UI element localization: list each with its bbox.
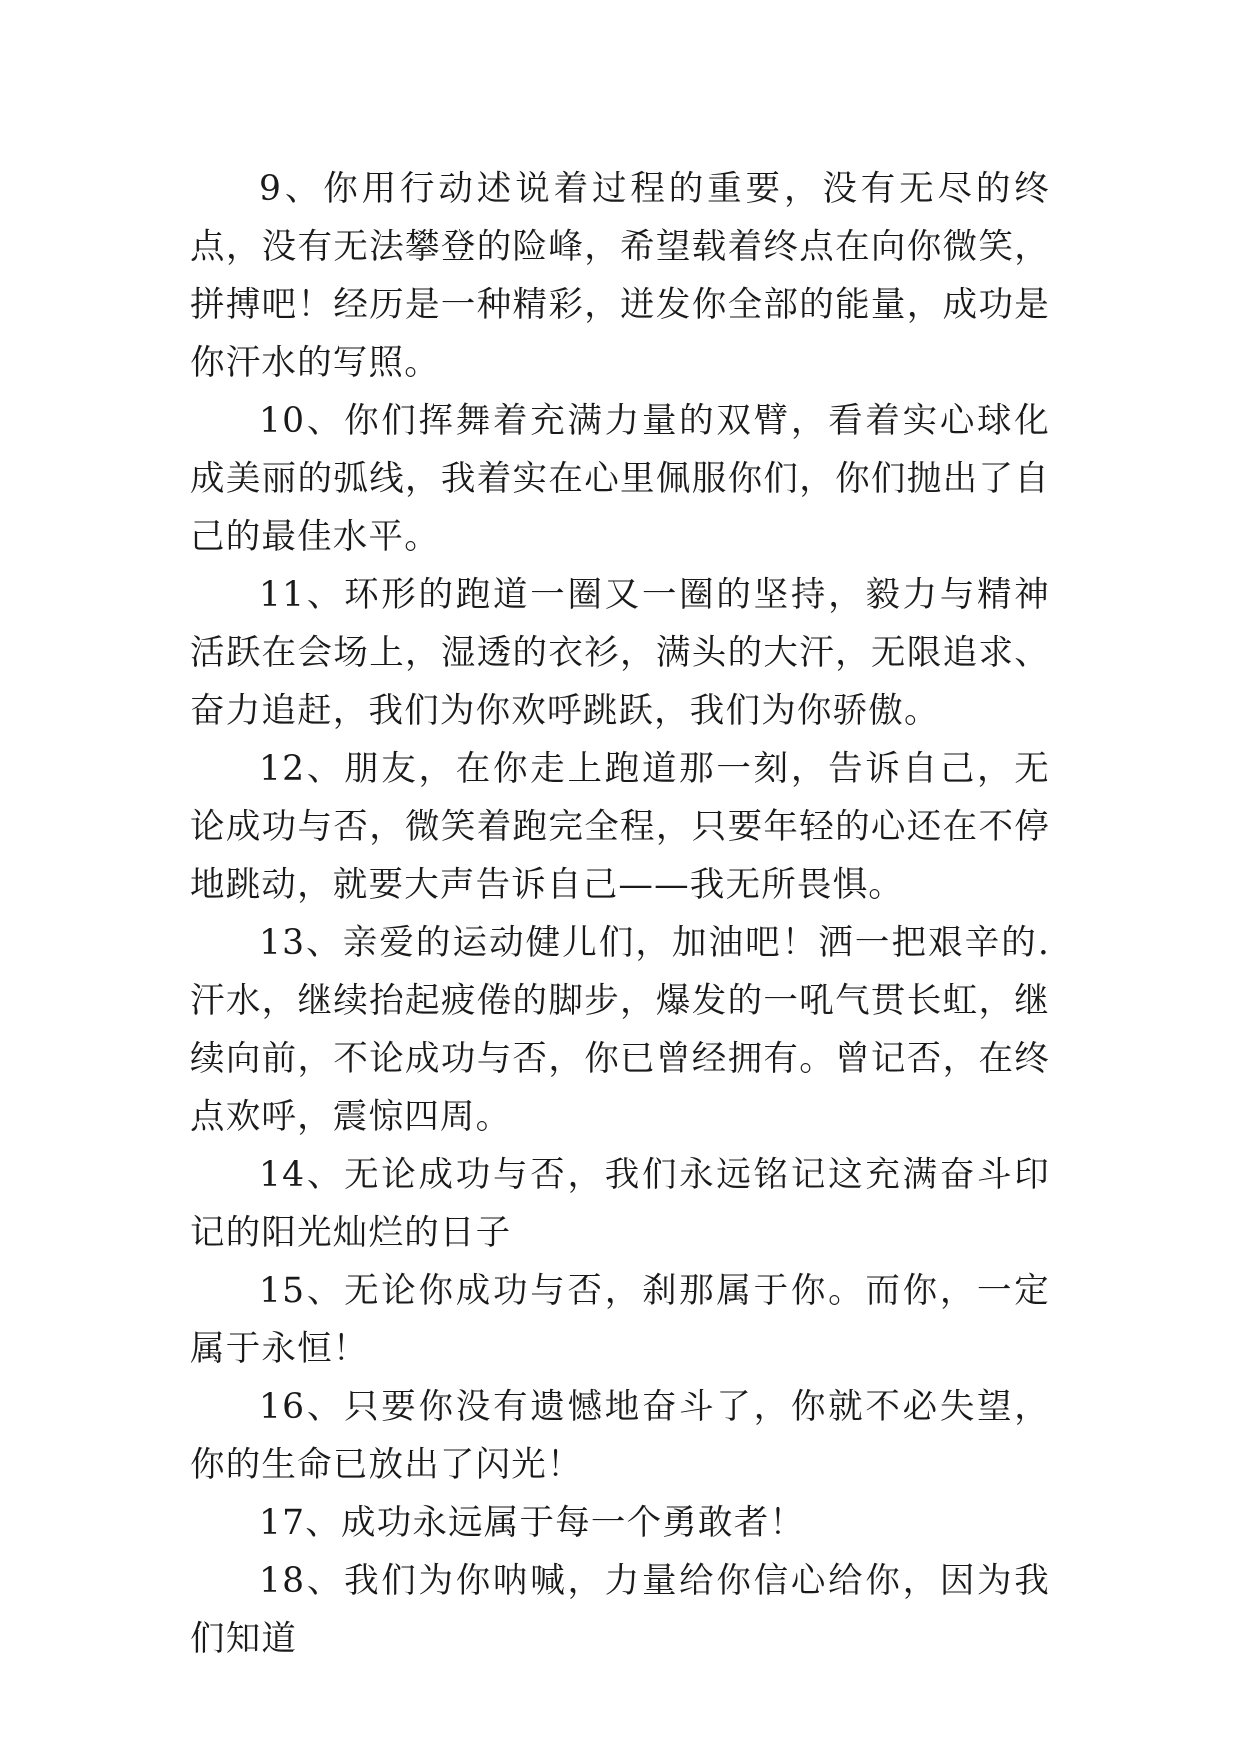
paragraph-13: 13、亲爱的运动健儿们，加油吧！洒一把艰辛的.汗水，继续抬起疲倦的脚步，爆发的一吼气贯长虹，继续向前，不论成功与否，你已曾经拥有。曾记否，在终点欢呼，震惊四周。 <box>190 923 1050 1137</box>
paragraph-18: 18、我们为你呐喊，力量给你信心给你，因为我们知道 <box>190 1561 1050 1659</box>
document-body <box>190 160 1050 1668</box>
paragraph-15: 15、无论你成功与否，刹那属于你。而你，一定属于永恒！ <box>190 1271 1050 1369</box>
paragraph-9: 9、你用行动述说着过程的重要，没有无尽的终点，没有无法攀登的险峰，希望载着终点在向你微笑，拼搏吧！经历是一种精彩，迸发你全部的能量，成功是你汗水的写照。 <box>190 169 1050 383</box>
paragraph-10: 10、你们挥舞着充满力量的双臂，看着实心球化成美丽的弧线，我着实在心里佩服你们，你们抛出了自己的最佳水平。 <box>190 401 1050 557</box>
paragraph-12: 12、朋友，在你走上跑道那一刻，告诉自己，无论成功与否，微笑着跑完全程，只要年轻的心还在不停地跳动，就要大声告诉自己——我无所畏惧。 <box>190 749 1050 905</box>
paragraph-16: 16、只要你没有遗憾地奋斗了，你就不必失望，你的生命已放出了闪光！ <box>190 1387 1050 1485</box>
paragraph-14: 14、无论成功与否，我们永远铭记这充满奋斗印记的阳光灿烂的日子 <box>190 1155 1050 1253</box>
paragraph-11: 11、环形的跑道一圈又一圈的坚持，毅力与精神活跃在会场上，湿透的衣衫，满头的大汗，无限追求、奋力追赶，我们为你欢呼跳跃，我们为你骄傲。 <box>190 575 1050 731</box>
paragraph-17: 17、成功永远属于每一个勇敢者！ <box>259 1503 806 1543</box>
